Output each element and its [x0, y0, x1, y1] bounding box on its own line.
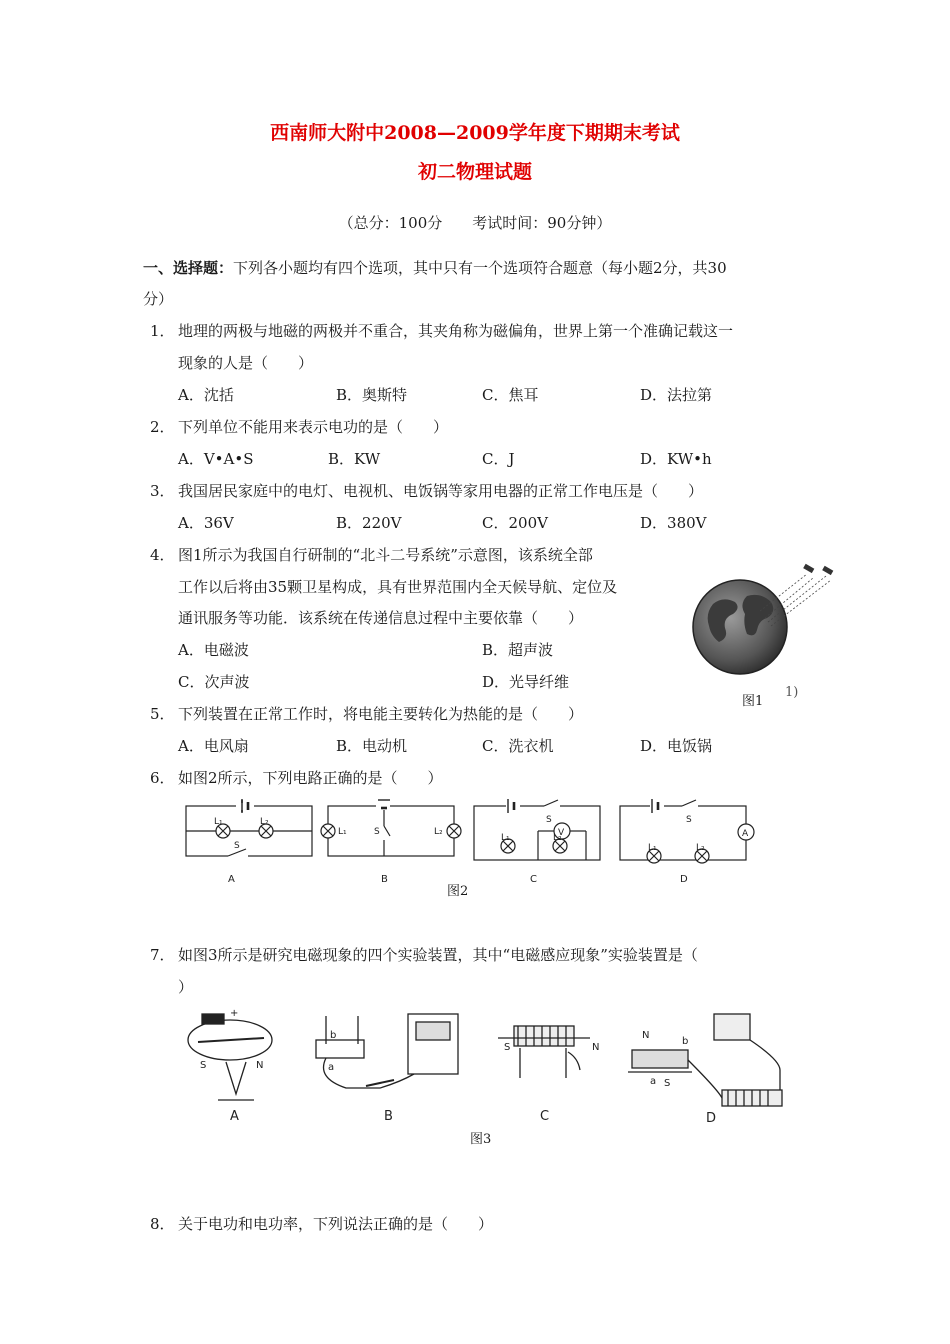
section-instruction-text: 下列各小题均有四个选项，其中只有一个选项符合题意（每小题2分，共30 [233, 259, 727, 277]
option-b: B．电动机 [336, 737, 408, 755]
label-n: N [642, 1030, 650, 1041]
option-a: A．36V [178, 514, 234, 532]
circuit-a [186, 799, 312, 860]
panel-label-c: C [540, 1109, 550, 1124]
question-text: 下列装置在正常工作时，将电能主要转化为热能的是（ ） [178, 705, 584, 723]
question-text: 我国居民家庭中的电灯、电视机、电饭锅等家用电器的正常工作电压是（ ） [178, 482, 704, 500]
option-d: D．380V [640, 514, 707, 532]
earth-globe [693, 580, 787, 674]
panel-label-c: C [530, 874, 537, 885]
question-number: 6． [150, 769, 175, 787]
option-d: D．法拉第 [640, 386, 713, 404]
label-l1: L₁ [214, 817, 223, 827]
option-d: D．光导纤维 [482, 673, 570, 691]
figure3-experiments [180, 1008, 800, 1124]
option-b: B．奥斯特 [336, 386, 408, 404]
question-text: 如图2所示，下列电路正确的是（ ） [178, 769, 443, 787]
figure3-caption: 图3 [470, 1132, 492, 1147]
section-instruction [143, 257, 727, 278]
question-text: ） [178, 978, 194, 996]
label-b: b [330, 1030, 337, 1041]
label-n: N [592, 1042, 600, 1053]
label-s: S [546, 815, 552, 825]
question-text: 关于电功和电功率，下列说法正确的是（ ） [178, 1215, 494, 1233]
option-c: C．焦耳 [482, 386, 539, 404]
label-plus: + [230, 1008, 239, 1019]
question-text: 现象的人是（ ） [178, 354, 314, 372]
experiment-d [628, 1014, 782, 1106]
option-d: D．KW•h [640, 450, 712, 468]
question-text: 下列单位不能用来表示电功的是（ ） [178, 418, 449, 436]
label-a: A [742, 829, 749, 839]
question-number: 8． [150, 1215, 175, 1233]
label-l1: L₁ [501, 833, 510, 843]
question-number: 5． [150, 705, 175, 723]
section-heading: 一、选择题： [143, 259, 234, 277]
experiment-a [188, 1014, 272, 1100]
label-s: S [664, 1078, 671, 1089]
option-b: B．超声波 [482, 641, 554, 659]
label-n: N [256, 1060, 264, 1071]
option-b: B．220V [336, 514, 402, 532]
option-c: C．200V [482, 514, 548, 532]
option-a: A．电磁波 [178, 641, 249, 659]
exam-title: 西南师大附中2008—2009学年度下期期末考试 [270, 122, 680, 144]
exam-info: （总分：100分 考试时间：90分钟） [338, 214, 612, 232]
panel-label-b: B [381, 874, 388, 885]
question-number: 3． [150, 482, 175, 500]
label-l2: L₂ [553, 833, 562, 843]
option-c: C．J [482, 450, 515, 468]
question-number: 7． [150, 946, 175, 964]
question-text: 如图3所示是研究电磁现象的四个实验装置，其中“电磁感应现象”实验装置是（ [178, 946, 698, 964]
label-l1: L₁ [648, 843, 657, 853]
question-number: 4． [150, 546, 175, 564]
label-s: S [200, 1060, 207, 1071]
question-text: 工作以后将由35颗卫星构成，具有世界范围内全天候导航、定位及 [178, 578, 618, 596]
satellite-icon [803, 564, 833, 575]
label-s: S [504, 1042, 511, 1053]
question-text: 地理的两极与地磁的两极并不重合，其夹角称为磁偏角，世界上第一个准确记载这一 [178, 322, 734, 340]
label-s: S [234, 841, 240, 851]
figure1-illustration [685, 556, 845, 686]
figure2-circuits [178, 796, 758, 888]
question-number: 2． [150, 418, 175, 436]
experiment-b [316, 1014, 458, 1088]
circuit-c [474, 799, 600, 860]
question-text: 通讯服务等功能．该系统在传递信息过程中主要依靠（ ） [178, 609, 584, 627]
panel-label-d: D [706, 1111, 717, 1124]
panel-label-b: B [384, 1109, 393, 1124]
experiment-c [498, 1026, 590, 1078]
label-b: b [682, 1036, 689, 1047]
question-number: 1． [150, 322, 175, 340]
option-a: A．电风扇 [178, 737, 249, 755]
question-text: 图1所示为我国自行研制的“北斗二号系统”示意图，该系统全部 [178, 546, 593, 564]
label-s: S [374, 827, 380, 837]
option-a: A．沈括 [178, 386, 234, 404]
label-l2: L₂ [434, 827, 443, 837]
figure2-caption: 图2 [447, 884, 469, 899]
figure1-mark: 1) [785, 685, 799, 700]
figure1-caption: 图1 [742, 694, 764, 709]
exam-subtitle: 初二物理试题 [417, 161, 532, 183]
label-l2: L₂ [696, 843, 705, 853]
circuit-d [620, 799, 754, 863]
option-c: C．次声波 [178, 673, 250, 691]
label-l1: L₁ [338, 827, 347, 837]
label-v: V [558, 828, 565, 838]
option-b: B．KW [328, 450, 381, 468]
option-c: C．洗衣机 [482, 737, 554, 755]
label-s: S [686, 815, 692, 825]
option-a: A．V•A•S [178, 450, 254, 468]
section-instruction-cont: 分） [143, 290, 174, 308]
panel-label-a: A [230, 1109, 239, 1124]
panel-label-a: A [228, 874, 235, 885]
panel-label-d: D [680, 874, 688, 885]
option-d: D．电饭锅 [640, 737, 713, 755]
label-a: a [650, 1076, 657, 1087]
label-l2: L₂ [260, 817, 269, 827]
label-a: a [328, 1062, 335, 1073]
